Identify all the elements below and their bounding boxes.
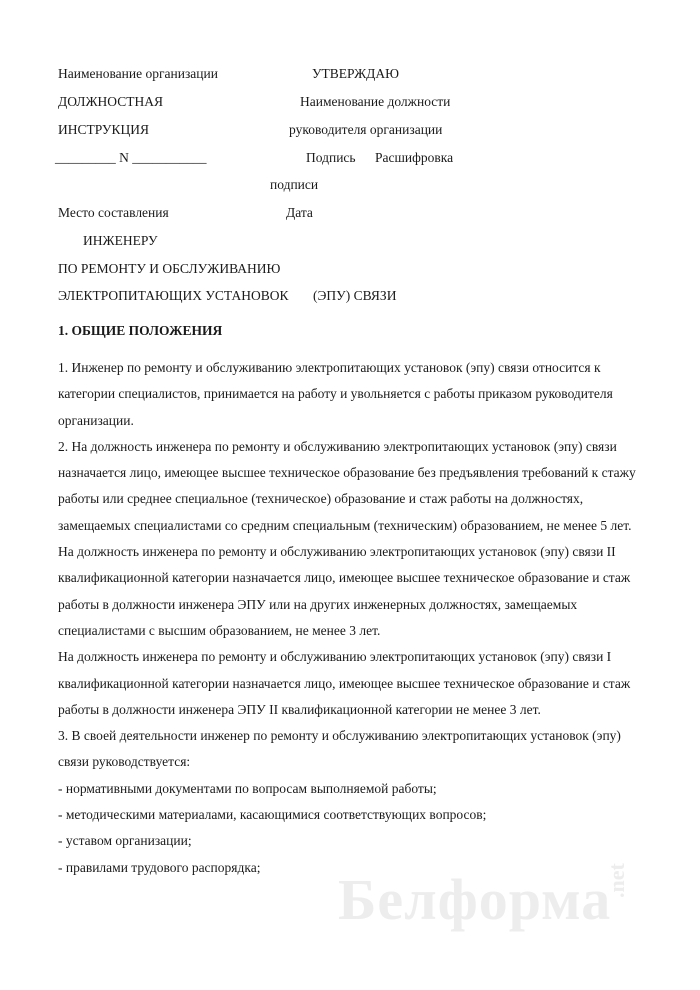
body-line: замещаемых специалистами со средним специальным (техническим) образованием, не менее 5 лет.: [58, 517, 632, 533]
body-line: организации.: [58, 412, 134, 428]
signature-decoding-label: Расшифровка: [375, 150, 454, 165]
body-line: работы в должности инженера ЭПУ II квалификационной категории не менее 3 лет.: [58, 701, 541, 717]
title-line-3: ЭЛЕКТРОПИТАЮЩИХ УСТАНОВОК: [58, 288, 289, 303]
body-line: категории специалистов, принимается на работу и увольняется с работы приказом руководителя: [58, 386, 613, 402]
doc-type-line-1: ДОЛЖНОСТНАЯ: [58, 94, 163, 109]
body-line: 3. В своей деятельности инженер по ремонту и обслуживанию электропитающих установок (эпу): [58, 728, 621, 744]
body-line: квалификационной категории назначается лицо, имеющее высшее техническое образование и стаж: [58, 675, 631, 691]
body-line: 1. Инженер по ремонту и обслуживанию электропитающих установок (эпу) связи относится к: [58, 360, 601, 375]
title-line-1: ИНЖЕНЕРУ: [83, 233, 158, 248]
doc-type-line-2: ИНСТРУКЦИЯ: [58, 122, 149, 137]
section-heading: 1. ОБЩИЕ ПОЛОЖЕНИЯ: [58, 323, 223, 338]
body-line: На должность инженера по ремонту и обслуживанию электропитающих установок (эпу) связи I: [58, 649, 612, 665]
date-label: Дата: [286, 205, 313, 220]
signature-label-continued: подписи: [270, 177, 319, 192]
head-position-line-1: Наименование должности: [300, 94, 451, 109]
body-line: назначается лицо, имеющее высшее техническое образование без предъявления требований к стажу: [58, 465, 636, 481]
org-name-label: Наименование организации: [58, 66, 218, 81]
body-line: - правилами трудового распорядка;: [58, 859, 261, 875]
body-line: - нормативными документами по вопросам выполняемой работы;: [58, 780, 437, 796]
title-line-2: ПО РЕМОНТУ И ОБСЛУЖИВАНИЮ: [58, 261, 281, 276]
document-number-line: _________ N ___________: [55, 150, 207, 165]
place-label: Место составления: [58, 205, 169, 220]
watermark-suffix: .net: [604, 863, 629, 898]
watermark-brand: Белформа: [338, 867, 612, 932]
body-line: работы или среднее специальное (техническое) образование и стаж работы на должностях,: [58, 491, 584, 507]
body-line: специалистами с высшим образованием, не менее 3 лет.: [58, 622, 381, 638]
body-line: 2. На должность инженера по ремонту и обслуживанию электропитающих установок (эпу) связи: [58, 438, 617, 454]
title-line-3-abbrev: (ЭПУ) СВЯЗИ: [313, 288, 397, 303]
body-line: работы в должности инженера ЭПУ или на других инженерных должностях, замещаемых: [58, 596, 578, 612]
body-line: На должность инженера по ремонту и обслуживанию электропитающих установок (эпу) связи II: [58, 544, 616, 560]
approve-label: УТВЕРЖДАЮ: [312, 66, 400, 81]
signature-label: Подпись: [306, 150, 356, 165]
section-body: [58, 355, 658, 881]
watermark-logo: [338, 858, 668, 968]
body-line: - уставом организации;: [58, 833, 192, 849]
body-line: связи руководствуется:: [58, 754, 191, 770]
body-line: - методическими материалами, касающимися соответствующих вопросов;: [58, 807, 487, 823]
head-position-line-2: руководителя организации: [289, 122, 443, 137]
body-line: квалификационной категории назначается лицо, имеющее высшее техническое образование и стаж: [58, 570, 631, 586]
